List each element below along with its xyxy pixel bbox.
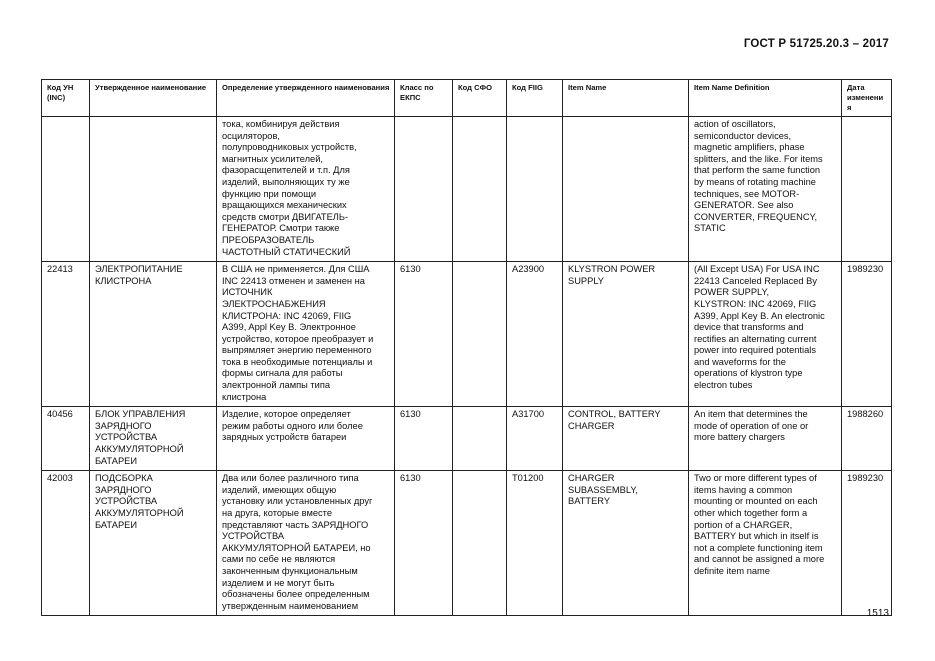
cell-definition-en: (All Except USA) For USA INC 22413 Canceled Replaced By POWER SUPPLY, KLYSTRON: INC 42069, FIIG A399, Appl Key B. An electronic device that transforms and rectifies an alternating current power into required potentials and waveforms for the operations of klystron type electron tubes	[689, 262, 842, 407]
cell-name-ru: ЭЛЕКТРОПИТАНИЕ КЛИСТРОНА	[90, 262, 217, 407]
table-row	[42, 262, 892, 407]
table-row-continuation	[42, 117, 892, 262]
cell-date	[842, 117, 892, 262]
cell-date: 1989230	[842, 262, 892, 407]
cell-ekps: 6130	[395, 471, 453, 616]
col-header-sfo: Код СФО	[453, 80, 507, 117]
cell-fiig: A23900	[507, 262, 563, 407]
table-row	[42, 471, 892, 616]
cell-definition-en: action of oscillators, semiconductor devices, magnetic amplifiers, phase splitters, and the like. For items that perform the same function by means of rotating machine techniques, see MOTOR- GENERATOR. See also CONVERTER, FREQUENCY, STATIC	[689, 117, 842, 262]
classification-table	[41, 79, 892, 616]
cell-sfo	[453, 117, 507, 262]
page-number: 1513	[866, 608, 889, 619]
cell-name-ru: ПОДСБОРКА ЗАРЯДНОГО УСТРОЙСТВА АККУМУЛЯТОРНОЙ БАТАРЕИ	[90, 471, 217, 616]
cell-date: 1988260	[842, 407, 892, 471]
cell-item-name: CHARGER SUBASSEMBLY, BATTERY	[563, 471, 689, 616]
col-header-definition-en: Item Name Definition	[689, 80, 842, 117]
cell-name-ru	[90, 117, 217, 262]
cell-inc	[42, 117, 90, 262]
col-header-fiig: Код FIIG	[507, 80, 563, 117]
cell-item-name: KLYSTRON POWER SUPPLY	[563, 262, 689, 407]
cell-definition-en: Two or more different types of items having a common mounting or mounted on each other which together form a portion of a CHARGER, BATTERY but which in itself is not a complete functioning item and cannot be assigned a more definite item name	[689, 471, 842, 616]
col-header-inc: Код УН (INC)	[42, 80, 90, 117]
cell-sfo	[453, 262, 507, 407]
document-header: ГОСТ Р 51725.20.3 – 2017	[743, 38, 889, 50]
cell-ekps: 6130	[395, 407, 453, 471]
table-header-row	[42, 80, 892, 117]
cell-inc: 42003	[42, 471, 90, 616]
cell-fiig: A31700	[507, 407, 563, 471]
cell-inc: 40456	[42, 407, 90, 471]
cell-item-name: CONTROL, BATTERY CHARGER	[563, 407, 689, 471]
cell-name-ru: БЛОК УПРАВЛЕНИЯ ЗАРЯДНОГО УСТРОЙСТВА АККУМУЛЯТОРНОЙ БАТАРЕИ	[90, 407, 217, 471]
cell-definition-ru: Два или более различного типа изделий, имеющих общую установку или установленных друг на друга, которые вместе представляют часть ЗАРЯДНОГО УСТРОЙСТВА АККУМУЛЯТОРНОЙ БАТАРЕИ, но сами по себе не являются законченным функциональным изделием и не могут быть обозначены более определенным утвержденным наименованием	[217, 471, 395, 616]
cell-sfo	[453, 471, 507, 616]
cell-fiig	[507, 117, 563, 262]
col-header-ekps: Класс по ЕКПС	[395, 80, 453, 117]
cell-definition-ru: Изделие, которое определяет режим работы одного или более зарядных устройств батареи	[217, 407, 395, 471]
col-header-definition-ru: Определение утвержденного наименования	[217, 80, 395, 117]
col-header-date: Дата изменения	[842, 80, 892, 117]
cell-fiig: T01200	[507, 471, 563, 616]
cell-definition-en: An item that determines the mode of operation of one or more battery chargers	[689, 407, 842, 471]
col-header-name-ru: Утвержденное наименование	[90, 80, 217, 117]
cell-definition-ru: В США не применяется. Для США INC 22413 отменен и заменен на ИСТОЧНИК ЭЛЕКТРОСНАБЖЕНИЯ КЛИСТРОНА: INC 42069, FIIG A399, Appl Key B. Электронное устройство, которое преобразует и выпрямляет энергию переменного тока в необходимые потенциалы и формы сигнала для работы электронной лампы типа клистрона	[217, 262, 395, 407]
col-header-item-name: Item Name	[563, 80, 689, 117]
cell-item-name	[563, 117, 689, 262]
cell-definition-ru: тока, комбинируя действия осциляторов, полупроводниковых устройств, магнитных усилителей, фазорасщепителей и т.п. Для изделий, выполняющих ту же функцию при помощи вращающихся механических средств смотри ДВИГАТЕЛЬ- ГЕНЕРАТОР. Смотри также ПРЕОБРАЗОВАТЕЛЬ ЧАСТОТНЫЙ СТАТИЧЕСКИЙ	[217, 117, 395, 262]
cell-date: 1989230	[842, 471, 892, 616]
cell-inc: 22413	[42, 262, 90, 407]
cell-sfo	[453, 407, 507, 471]
table-row	[42, 407, 892, 471]
cell-ekps	[395, 117, 453, 262]
cell-ekps: 6130	[395, 262, 453, 407]
